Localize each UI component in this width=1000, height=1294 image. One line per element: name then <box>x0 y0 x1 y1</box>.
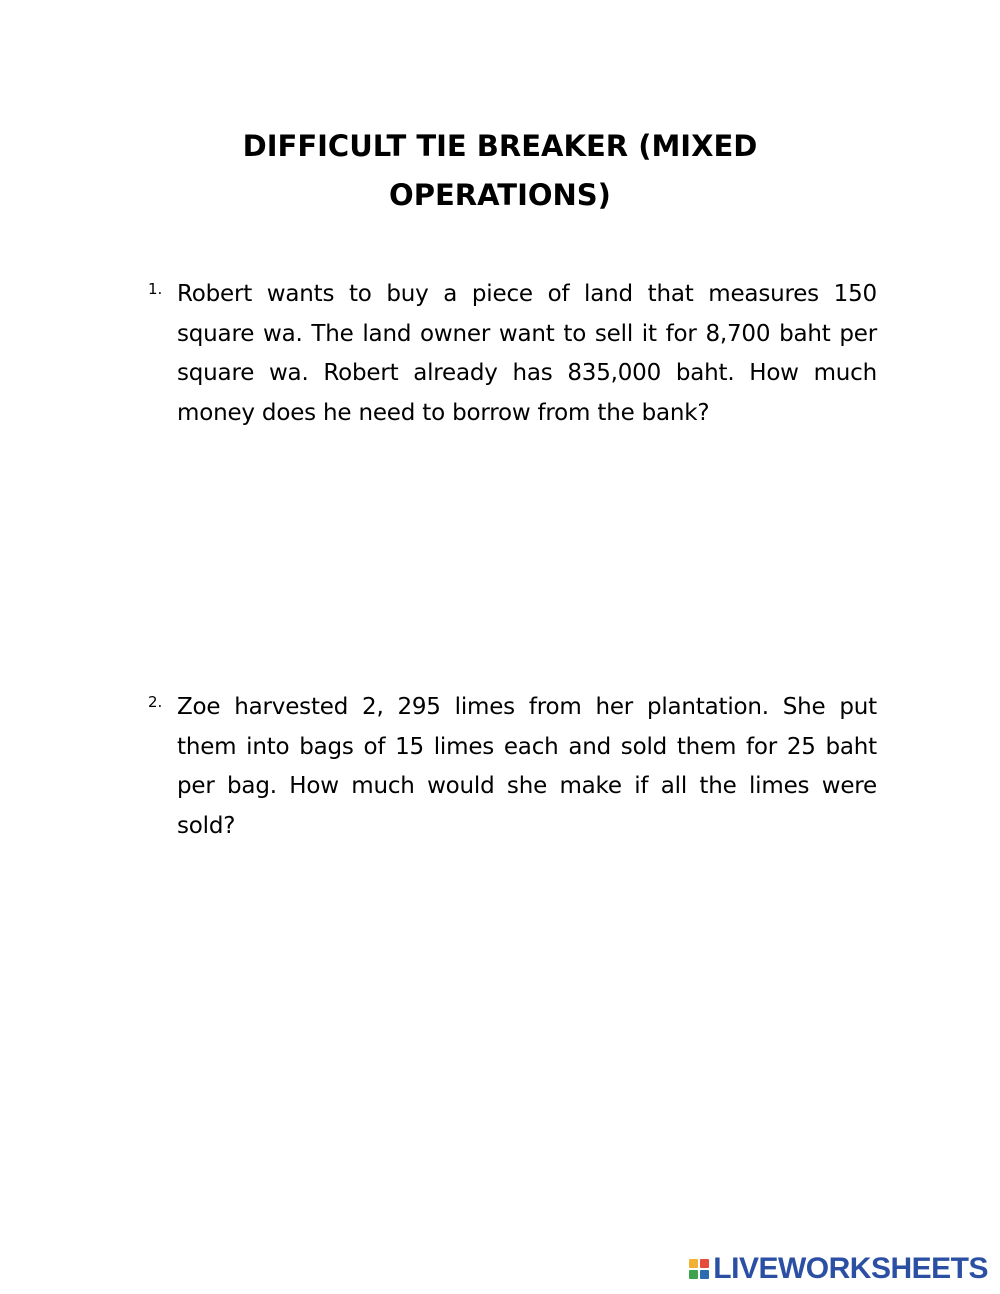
question-text: Robert wants to buy a piece of land that measures 150 square wa. The land owner want to sell it for 8,700 baht per square wa. Robert already has 835,000 baht. How much money does he need to borrow from the bank? <box>177 281 877 426</box>
worksheet-title: DIFFICULT TIE BREAKER (MIXED OPERATIONS) <box>242 129 758 212</box>
logo-tile <box>700 1259 709 1268</box>
question-text: Zoe harvested 2, 295 limes from her plantation. She put them into bags of 15 limes each and sold them for 25 baht per bag. How much would she make if all the limes were sold? <box>177 694 877 839</box>
question-number: 2. <box>148 693 163 711</box>
logo-tiles-icon <box>689 1259 709 1279</box>
logo-tile <box>689 1259 698 1268</box>
question-2 <box>145 688 877 846</box>
liveworksheets-logo <box>689 1254 988 1284</box>
question-1 <box>145 275 877 433</box>
logo-text: LIVEWORKSHEETS <box>713 1252 988 1285</box>
logo-tile <box>700 1270 709 1279</box>
logo-tile <box>689 1270 698 1279</box>
question-number: 1. <box>148 280 163 298</box>
